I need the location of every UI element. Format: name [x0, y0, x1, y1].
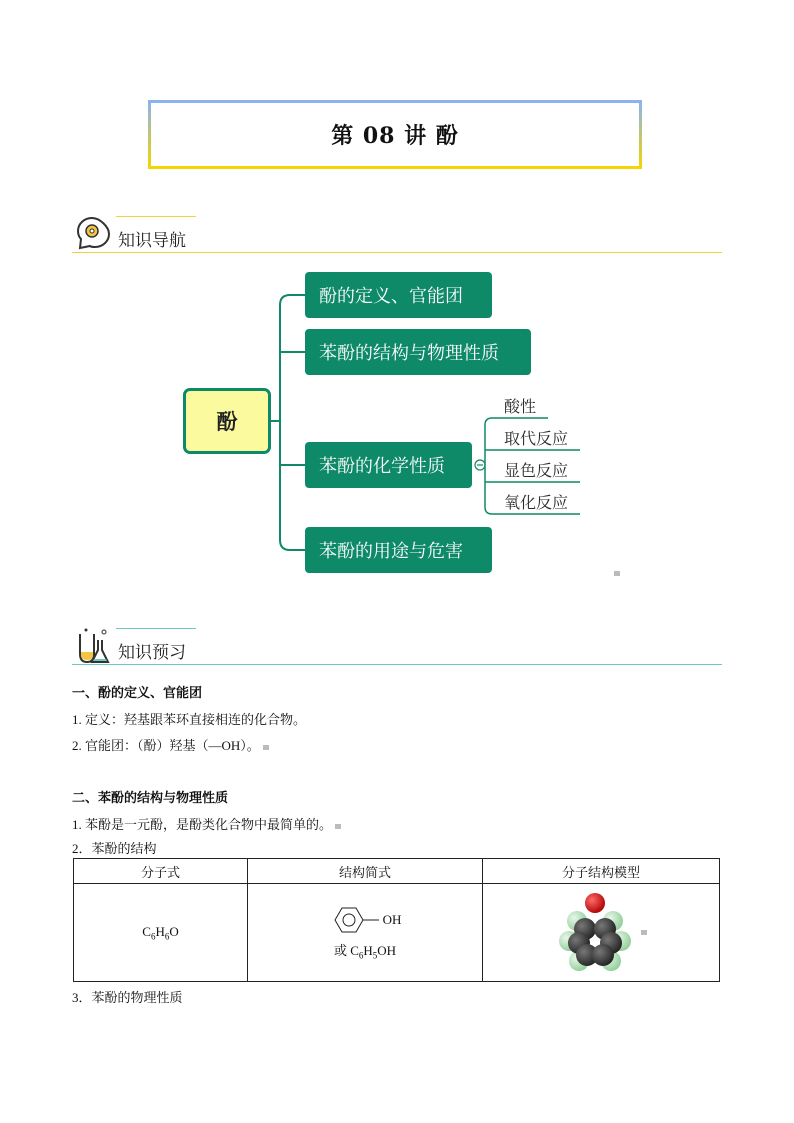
benzene-ring-icon: [329, 904, 381, 936]
section-label: 知识导航: [118, 231, 186, 251]
hydroxyl-label: OH: [382, 912, 402, 928]
cell-structural-formula: [248, 884, 483, 982]
heading-structure: 二、苯酚的结构与物理性质: [72, 791, 229, 806]
header-accent-line: [116, 628, 196, 629]
mindmap-node-structure: 苯酚的结构与物理性质: [305, 329, 531, 375]
text-functional-group: 2. 官能团：（酚）羟基（—OH）。: [72, 735, 269, 754]
text-definition: 1. 定义：羟基跟苯环直接相连的化合物。: [72, 712, 307, 727]
table-header: 结构简式: [248, 859, 483, 884]
mindmap-root: 酚: [183, 388, 271, 454]
lab-flask-icon: [72, 626, 112, 666]
alt-formula-line: 或 $C_6H_5OH$: [333, 943, 397, 961]
lesson-title: 第 08 讲 酚: [331, 123, 459, 149]
table-header: 分子结构模型: [483, 859, 720, 884]
mindmap-leaf-acidity: 酸性: [504, 397, 537, 416]
header-divider: [72, 664, 722, 665]
phenol-structure-table: [73, 858, 720, 982]
mindmap-leaf-oxidation: 氧化反应: [504, 493, 569, 512]
cell-molecular-model: [483, 884, 720, 982]
mindmap-leaf-substitution: 取代反应: [504, 429, 569, 448]
mindmap-node-definition: 酚的定义、官能团: [305, 272, 492, 318]
mindmap-node-chemical: 苯酚的化学性质: [305, 442, 472, 488]
cell-molecular-formula: [74, 884, 248, 982]
alt-formula: $C_6H_5OH$: [350, 943, 397, 961]
phenol-space-filling-model: [555, 893, 635, 973]
molecular-formula: $C_6H_6O$: [142, 923, 179, 942]
text-monophenol: 1. 苯酚是一元酚，是酚类化合物中最简单的。: [72, 814, 341, 833]
mindmap-node-use: 苯酚的用途与危害: [305, 527, 492, 573]
text-physical-properties: 3．苯酚的物理性质: [72, 990, 183, 1005]
heading-definition: 一、酚的定义、官能团: [72, 686, 203, 701]
text-structure-title: 2．苯酚的结构: [72, 841, 157, 856]
mindmap-leaf-color: 显色反应: [504, 461, 569, 480]
table-header: 分子式: [74, 859, 248, 884]
section-header-preview: [72, 626, 722, 670]
section-label: 知识预习: [118, 643, 186, 663]
